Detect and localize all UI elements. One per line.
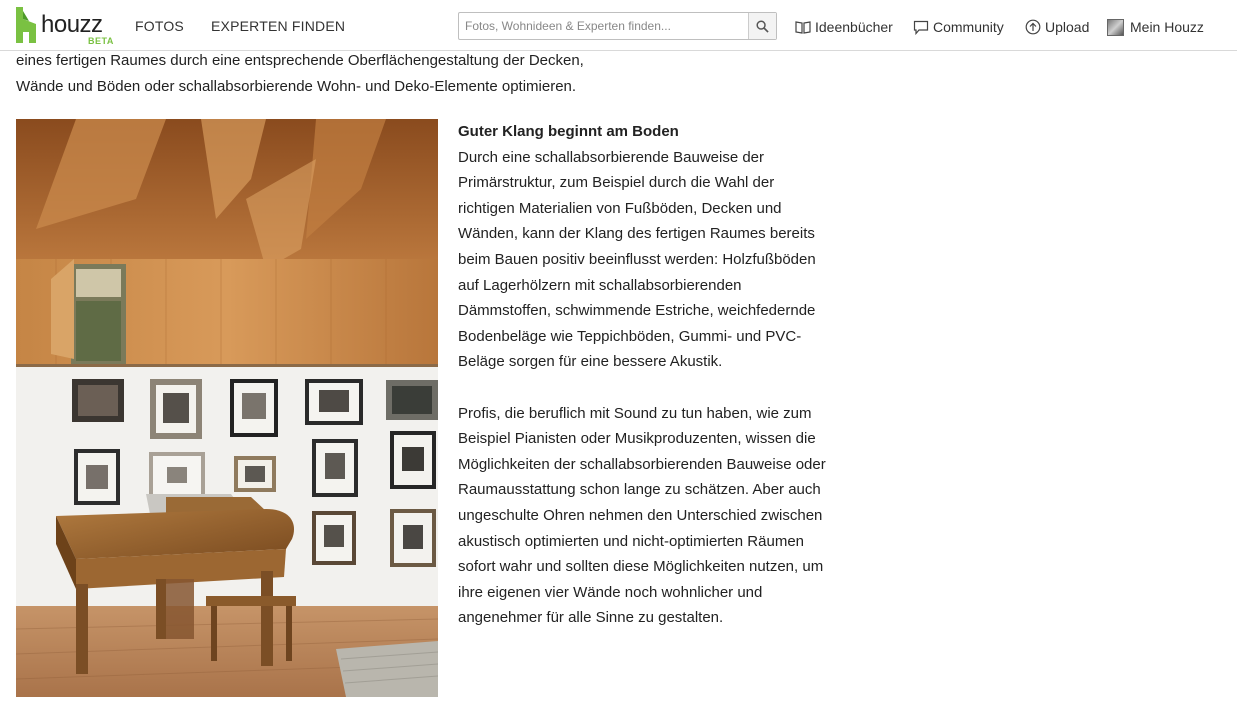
houzz-logo-icon [16, 7, 36, 43]
book-icon [795, 20, 811, 34]
upload-link[interactable] [1025, 18, 1089, 36]
community-link[interactable] [913, 18, 1004, 36]
avatar [1107, 19, 1124, 36]
search-input[interactable] [459, 13, 749, 39]
mein-houzz-link[interactable] [1107, 18, 1204, 36]
speech-bubble-icon [913, 20, 929, 35]
nav-experten-finden[interactable]: EXPERTEN FINDEN [211, 18, 346, 34]
beta-badge: BETA [88, 36, 114, 46]
houzz-logo[interactable] [16, 7, 116, 47]
ideenbuecher-label: Ideenbücher [815, 19, 893, 35]
intro-text [16, 48, 656, 100]
upload-icon [1025, 19, 1041, 35]
logo-wordmark: houzz [41, 11, 103, 38]
top-header [0, 0, 1237, 51]
nav-fotos[interactable]: FOTOS [135, 18, 184, 34]
section-heading: Guter Klang beginnt am Boden [458, 123, 679, 140]
search-icon [756, 20, 769, 33]
search-button[interactable] [748, 13, 776, 39]
paragraph-2: Profis, die beruflich mit Sound zu tun haben, wie zum Beispiel Pianisten oder Musikproduzenten, wissen die Möglichkeiten der schallabsorbierenden Bauweise oder Raumausstattung schon lange zu schätzen. Aber auch ungeschulte Ohren nehmen den Unterschied zwischen akustisch optimierten und nicht-optimierten Räumen sofort wahr und sollten diese Möglichkeiten nutzen, um ihre eigenen vier Wände noch wohnlicher und angenehmer für alle Sinne zu gestalten. [458, 404, 826, 627]
intro-line-1: eines fertigen Raumes durch eine entsprechende Oberflächengestaltung der Decken, [16, 52, 584, 69]
music-room-illustration [16, 119, 438, 697]
intro-line-2: Wände und Böden oder schallabsorbierende Wohn- und Deko-Elemente optimieren. [16, 78, 577, 95]
article-photo[interactable] [16, 119, 438, 697]
article-text [458, 119, 828, 656]
upload-label: Upload [1045, 19, 1090, 35]
community-label: Community [933, 19, 1004, 35]
search-box [458, 12, 777, 40]
mein-houzz-label: Mein Houzz [1130, 19, 1204, 35]
paragraph-1: Durch eine schallabsorbierende Bauweise der Primärstruktur, zum Beispiel durch die Wahl der richtigen Materialien von Fußböden, Decken und Wänden, kann der Klang des fertigen Raumes bereits beim Bauen positiv beeinflusst werden: Holzfußböden auf Lagerhölzern mit schallabsorbierenden Dämmstoffen, schwimmende Estriche, weichfedernde Bodenbeläge wie Teppichböden, Gummi- und PVC-Beläge sorgen für eine bessere Akustik. [458, 148, 816, 371]
ideenbuecher-link[interactable] [795, 18, 893, 36]
